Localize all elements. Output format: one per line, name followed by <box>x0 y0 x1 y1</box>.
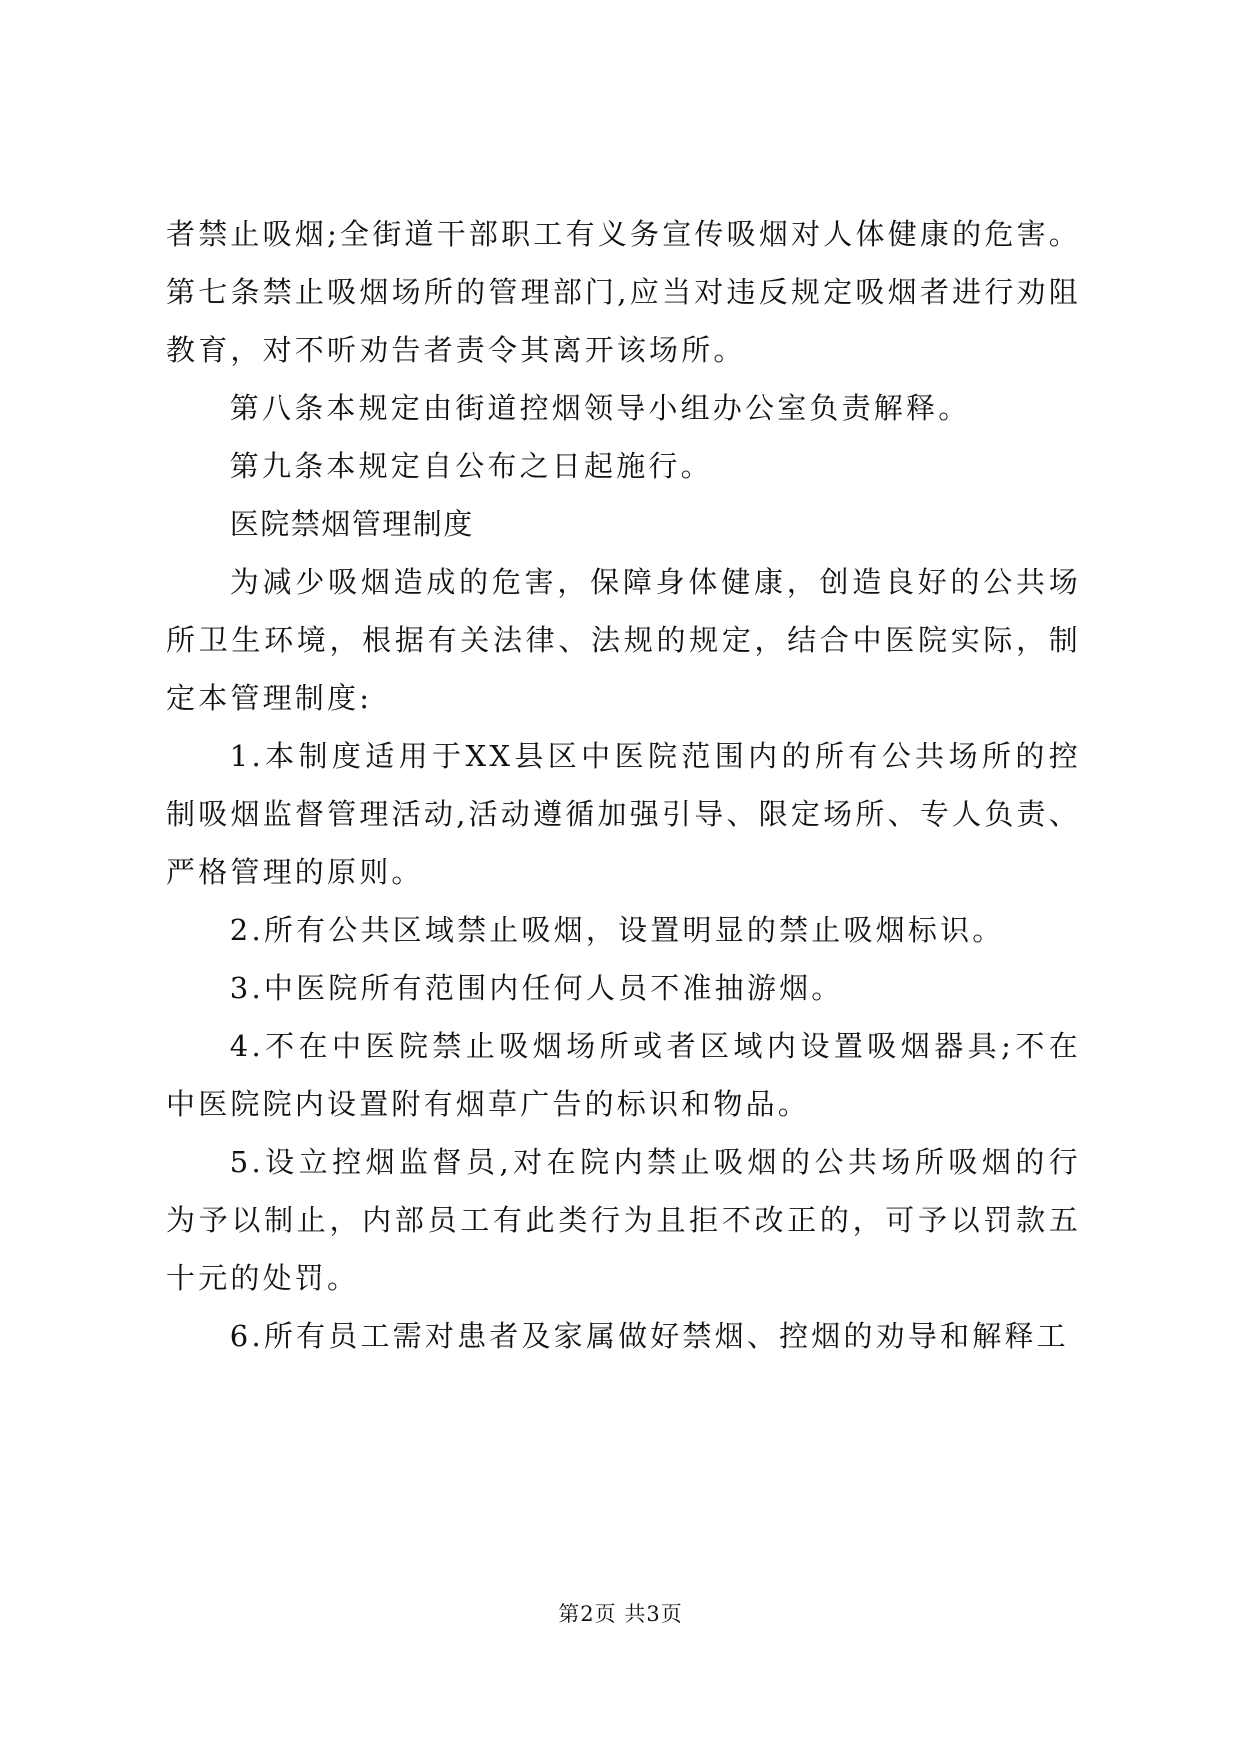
document-body <box>166 205 1081 1365</box>
paragraph-6: 1.本制度适用于XX县区中医院范围内的所有公共场所的控制吸烟监督管理活动,活动遵循加强引导、限定场所、专人负责、严格管理的原则。 <box>166 739 1081 889</box>
paragraph-5: 为减少吸烟造成的危害，保障身体健康，创造良好的公共场所卫生环境，根据有关法律、法规的规定，结合中医院实际，制定本管理制度: <box>166 565 1081 715</box>
paragraph-10: 5.设立控烟监督员,对在院内禁止吸烟的公共场所吸烟的行为予以制止，内部员工有此类行为且拒不改正的，可予以罚款五十元的处罚。 <box>166 1145 1081 1295</box>
page-number-footer: 第2页 共3页 <box>558 1602 683 1626</box>
paragraph-3: 第九条本规定自公布之日起施行。 <box>229 449 713 483</box>
paragraph-2: 第八条本规定由街道控烟领导小组办公室负责解释。 <box>229 391 971 425</box>
paragraph-1: 者禁止吸烟;全街道干部职工有义务宣传吸烟对人体健康的危害。第七条禁止吸烟场所的管理部门,应当对违反规定吸烟者进行劝阻教育，对不听劝告者责令其离开该场所。 <box>166 217 1081 367</box>
paragraph-11: 6.所有员工需对患者及家属做好禁烟、控烟的劝导和解释工 <box>229 1319 1069 1353</box>
paragraph-8: 3.中医院所有范围内任何人员不准抽游烟。 <box>229 971 844 1005</box>
paragraph-9: 4.不在中医院禁止吸烟场所或者区域内设置吸烟器具;不在中医院院内设置附有烟草广告的标识和物品。 <box>166 1029 1081 1121</box>
section-title: 医院禁烟管理制度 <box>229 507 474 541</box>
paragraph-7: 2.所有公共区域禁止吸烟，设置明显的禁止吸烟标识。 <box>229 913 1005 947</box>
